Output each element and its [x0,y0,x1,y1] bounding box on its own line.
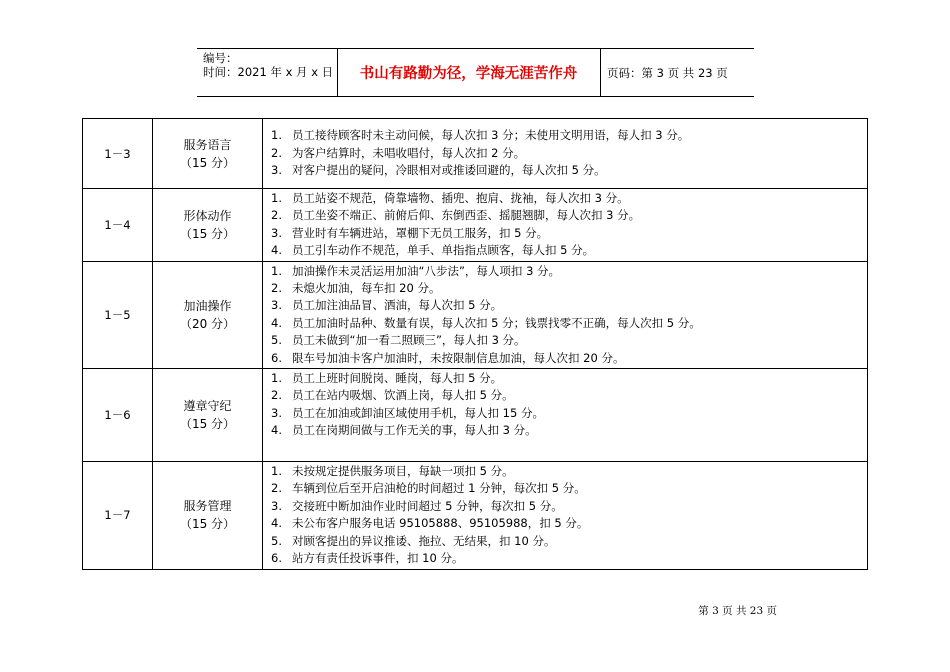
category-score: （20 分） [179,316,236,331]
list-item: 4. 员工在岗期间做与工作无关的事，每人扣 3 分。 [263,422,867,439]
criterion-text: 未公布客户服务电话 95105888、95105988，扣 5 分。 [292,516,589,531]
table-row [83,189,868,262]
criterion-text: 员工在加油或卸油区域使用手机，每人扣 15 分。 [292,405,544,420]
list-item: 6. 站方有责任投诉事件，扣 10 分。 [263,550,867,567]
criterion-text: 员工在站内吸烟、饮酒上岗，每人扣 5 分。 [292,388,514,403]
category-name: 服务语言 [183,137,232,152]
page-footer: 第 3 页 共 23 页 [698,605,777,617]
category-name: 加油操作 [183,298,232,313]
criterion-text: 员工站姿不规范，倚靠墙物、插兜、抱肩、拢袖，每人次扣 3 分。 [292,191,629,205]
list-item: 1. 未按规定提供服务项目，每缺一项扣 5 分。 [263,463,867,480]
header-meta [203,51,333,79]
criterion-text: 未按规定提供服务项目，每缺一项扣 5 分。 [292,464,514,479]
header-page-number: 页码：第 3 页 共 23 页 [607,65,728,80]
header-slogan: 书山有路勤为径，学海无涯苦作舟 [359,66,578,82]
criteria-list [263,190,867,260]
page-header [197,48,754,97]
criterion-text: 限车号加油卡客户加油时，未按限制信息加油，每人次扣 20 分。 [292,350,625,365]
list-item: 2. 员工在站内吸烟、饮酒上岗，每人扣 5 分。 [263,387,867,404]
criteria-list [263,370,867,440]
list-item: 3. 员工加注油品冒、洒油，每人次扣 5 分。 [263,297,867,314]
list-item: 2. 未熄火加油，每车扣 20 分。 [263,280,867,297]
table-row [83,462,868,569]
list-item: 3. 员工在加油或卸油区域使用手机，每人扣 15 分。 [263,405,867,422]
document-date: 时间：2021 年 x 月 x 日 [203,65,334,79]
category-name: 遵章守纪 [183,399,232,414]
category-score: （15 分） [179,417,236,432]
criteria-cell [263,261,868,368]
list-item: 4. 员工加油时品种、数量有误，每人次扣 5 分；钱票找零不正确，每人次扣 5 分。 [263,315,867,332]
item-code: 1－6 [83,369,153,462]
criterion-text: 加油操作未灵活运用加油“八步法”，每人项扣 3 分。 [292,263,561,278]
table-row [83,369,868,462]
criterion-text: 对顾客提出的异议推诿、拖拉、无结果，扣 10 分。 [292,533,556,548]
item-code: 1－4 [83,189,153,262]
criterion-text: 员工上班时间脱岗、睡岗，每人扣 5 分。 [292,371,503,386]
list-item: 6. 限车号加油卡客户加油时，未按限制信息加油，每人次扣 20 分。 [263,350,867,367]
category-name: 形体动作 [183,208,232,223]
list-item: 3. 交接班中断加油作业时间超过 5 分钟，每次扣 5 分。 [263,498,867,515]
list-item: 1. 员工上班时间脱岗、睡岗，每人扣 5 分。 [263,370,867,387]
list-item: 3. 对客户提出的疑问，冷眼相对或推诿回避的，每人次扣 5 分。 [263,162,867,179]
category-cell [153,189,263,262]
list-item: 2. 员工坐姿不端正、前俯后仰、东倒西歪、摇腿翘脚，每人次扣 3 分。 [263,207,867,224]
category-cell [153,462,263,569]
criterion-text: 员工在岗期间做与工作无关的事，每人扣 3 分。 [292,423,537,438]
category-score: （15 分） [179,517,236,532]
list-item: 4. 未公布客户服务电话 95105888、95105988，扣 5 分。 [263,515,867,532]
list-item: 1. 员工站姿不规范，倚靠墙物、插兜、抱肩、拢袖，每人次扣 3 分。 [263,190,867,207]
header-divider [600,49,601,96]
item-code: 1－5 [83,261,153,368]
criterion-text: 对客户提出的疑问，冷眼相对或推诿回避的，每人次扣 5 分。 [292,163,606,178]
item-code: 1－3 [83,119,153,189]
criterion-text: 站方有责任投诉事件，扣 10 分。 [292,551,464,566]
criterion-text: 员工接待顾客时未主动问候，每人次扣 3 分；未使用文明用语，每人扣 3 分。 [292,128,690,143]
list-item: 4. 员工引车动作不规范，单手、单指指点顾客，每人扣 5 分。 [263,242,867,259]
criterion-text: 为客户结算时，未唱收唱付，每人次扣 2 分。 [292,145,526,160]
table-row [83,261,868,368]
criteria-list [263,263,867,367]
list-item: 1. 加油操作未灵活运用加油“八步法”，每人项扣 3 分。 [263,263,867,280]
criterion-text: 员工加油时品种、数量有误，每人次扣 5 分；钱票找零不正确，每人次扣 5 分。 [292,315,701,330]
list-item: 5. 对顾客提出的异议推诿、拖拉、无结果，扣 10 分。 [263,533,867,550]
criterion-text: 交接班中断加油作业时间超过 5 分钟，每次扣 5 分。 [292,498,563,513]
document-number-label: 编号： [203,51,238,65]
category-score: （15 分） [179,155,236,170]
criteria-cell [263,462,868,569]
category-cell [153,261,263,368]
list-item: 5. 员工未做到“加一看二照顾三”，每人扣 3 分。 [263,332,867,349]
criterion-text: 未熄火加油，每车扣 20 分。 [292,281,441,296]
list-item: 2. 为客户结算时，未唱收唱付，每人次扣 2 分。 [263,145,867,162]
category-cell [153,119,263,189]
criterion-text: 营业时有车辆进站，罩棚下无员工服务，扣 5 分。 [292,225,549,240]
criteria-cell [263,189,868,262]
criteria-list [263,463,867,567]
category-cell [153,369,263,462]
criterion-text: 车辆到位后至开启油枪的时间超过 1 分钟，每次扣 5 分。 [292,481,586,496]
criteria-list [263,127,867,179]
list-item: 3. 营业时有车辆进站，罩棚下无员工服务，扣 5 分。 [263,225,867,242]
list-item: 1. 员工接待顾客时未主动问候，每人次扣 3 分；未使用文明用语，每人扣 3 分。 [263,127,867,144]
criteria-cell [263,369,868,462]
criterion-text: 员工坐姿不端正、前俯后仰、东倒西歪、摇腿翘脚，每人次扣 3 分。 [292,208,641,223]
category-name: 服务管理 [183,499,232,514]
criteria-cell [263,119,868,189]
criterion-text: 员工未做到“加一看二照顾三”，每人扣 3 分。 [292,333,526,348]
item-code: 1－7 [83,462,153,569]
category-score: （15 分） [179,226,236,241]
table-row [83,119,868,189]
criterion-text: 员工引车动作不规范，单手、单指指点顾客，每人扣 5 分。 [292,243,595,258]
scoring-table [82,118,868,570]
criterion-text: 员工加注油品冒、洒油，每人次扣 5 分。 [292,298,503,313]
list-item: 2. 车辆到位后至开启油枪的时间超过 1 分钟，每次扣 5 分。 [263,480,867,497]
